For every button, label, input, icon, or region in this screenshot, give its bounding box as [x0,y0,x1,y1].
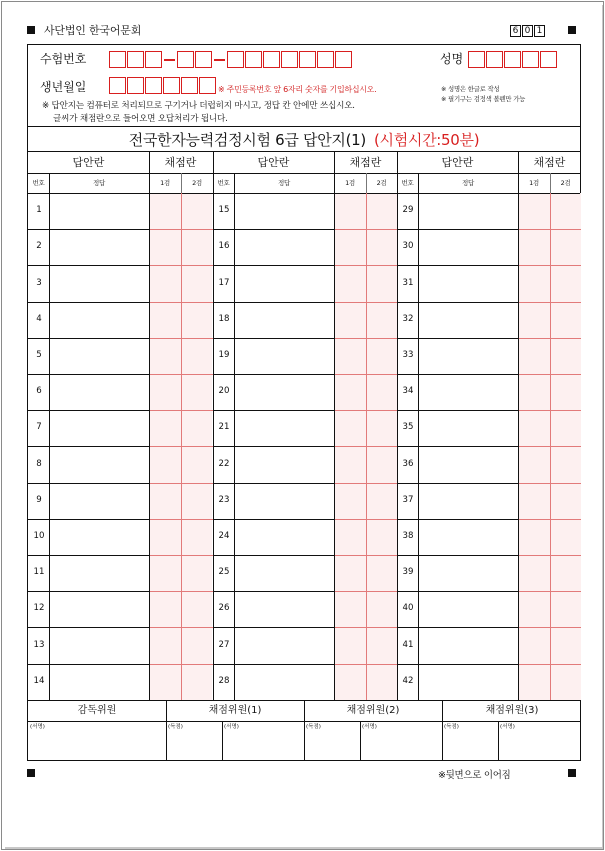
grading-sub-divider [366,173,367,193]
grading-sub-divider [366,193,367,700]
question-number: 6 [36,386,42,396]
question-number: 8 [36,459,42,469]
column-divider [334,152,335,700]
answer-subheader: 정답 [278,179,290,187]
exam-number-label: 수험번호 [40,52,87,66]
answer-cell[interactable] [419,447,517,481]
birth-date-field[interactable] [109,77,217,94]
exam-number-field[interactable] [109,51,353,68]
answer-cell[interactable] [50,411,148,445]
question-number: 35 [402,422,414,432]
name-note-pen: ※ 필기구는 검정색 볼펜만 가능 [441,95,526,103]
number-subheader: 번호 [401,179,414,187]
name-label: 성명 [440,52,464,66]
answer-sheet-title [27,126,581,152]
question-number: 16 [218,241,230,251]
question-number: 17 [218,278,230,288]
name-box[interactable] [486,51,503,68]
exam-number-box[interactable] [195,51,212,68]
answer-cell[interactable] [235,266,333,300]
answer-cell[interactable] [419,266,517,300]
instruction-line: 글씨가 채점란으로 들어오면 오답처리가 됩니다. [53,114,228,124]
question-number: 14 [33,676,45,686]
birth-date-label: 생년월일 [40,80,87,94]
answer-cell[interactable] [50,592,148,626]
dash-separator [214,59,225,61]
question-number: 19 [218,350,230,360]
registration-mark-bottom-right [568,769,576,777]
answer-header-1: 답안란 [72,156,105,169]
answer-subheader: 정답 [462,179,474,187]
header-divider [28,173,580,174]
answer-cell[interactable] [235,230,333,264]
registration-mark-bottom-left [27,769,35,777]
question-number: 40 [402,603,414,613]
question-number: 22 [218,459,230,469]
exam-number-box[interactable] [227,51,244,68]
answer-cell[interactable] [235,556,333,590]
birth-date-box[interactable] [109,77,126,94]
exam-number-box[interactable] [145,51,162,68]
answer-header-3: 답안란 [441,156,474,169]
question-number: 1 [36,205,42,215]
answer-cell[interactable] [50,230,148,264]
question-number: 36 [402,459,414,469]
signature-divider [360,721,361,760]
birth-date-box[interactable] [199,77,216,94]
answer-cell[interactable] [50,303,148,337]
grader2-label: 채점위원(2) [346,705,400,716]
registration-mark-top-right [568,26,576,34]
answer-cell[interactable] [419,411,517,445]
title-text: 전국한자능력검정시험 6급 답안지(1) [128,130,366,149]
grader3-score-label: (득점) [444,724,459,730]
answer-cell[interactable] [235,520,333,554]
question-number: 9 [36,495,42,505]
signature-divider [498,721,499,760]
question-number: 26 [218,603,230,613]
grading-header-3: 채점란 [533,156,566,169]
answer-cell[interactable] [235,194,333,228]
instruction-line: ※ 답안지는 컴퓨터로 처리되므로 구기거나 더럽히지 마시고, 정답 칸 안에만 쓰십시오. [42,101,355,111]
answer-cell[interactable] [235,411,333,445]
grading-header-1: 채점란 [164,156,197,169]
name-field[interactable] [468,51,558,68]
answer-cell[interactable] [235,303,333,337]
question-number: 42 [402,676,414,686]
question-number: 37 [402,495,414,505]
answer-cell[interactable] [419,303,517,337]
answer-cell[interactable] [50,339,148,373]
name-box[interactable] [468,51,485,68]
continue-note: ※뒷면으로 이어짐 [438,770,511,781]
grader2-score-label: (득점) [306,724,321,730]
exam-number-box[interactable] [263,51,280,68]
exam-number-box[interactable] [245,51,262,68]
question-number: 31 [402,278,414,288]
supervisor-sign-label: (서명) [30,724,45,730]
grade1-subheader: 1검 [529,179,539,187]
grader1-label: 채점위원(1) [208,705,262,716]
form-code [510,25,546,37]
name-box[interactable] [540,51,557,68]
grading-sub-divider [181,193,182,700]
answer-cell[interactable] [419,628,517,662]
answer-cell[interactable] [419,592,517,626]
birth-date-note: ※ 주민등록번호 앞 6자리 숫자를 기입하십시오. [218,85,377,94]
answer-cell[interactable] [235,665,333,699]
exam-number-box[interactable] [281,51,298,68]
answer-cell[interactable] [419,520,517,554]
question-number: 7 [36,422,42,432]
name-note-hangul: ※ 성명은 한글로 작성 [441,85,500,93]
question-number: 21 [218,422,230,432]
grader3-sign-label: (서명) [500,724,515,730]
dash-separator [164,59,175,61]
grader2-sign-label: (서명) [362,724,377,730]
question-number: 29 [402,205,414,215]
registration-mark-top-left [27,26,35,34]
grading-header-2: 채점란 [349,156,382,169]
answer-cell[interactable] [235,628,333,662]
number-subheader: 번호 [32,179,45,187]
exam-number-box[interactable] [177,51,194,68]
exam-number-box[interactable] [299,51,316,68]
question-number: 4 [36,314,42,324]
question-number: 12 [33,603,45,613]
answer-cell[interactable] [419,194,517,228]
answer-cell[interactable] [235,447,333,481]
question-number: 27 [218,640,230,650]
exam-number-box[interactable] [109,51,126,68]
answer-cell[interactable] [50,665,148,699]
birth-date-box[interactable] [181,77,198,94]
grade2-subheader: 2검 [192,179,202,187]
answer-cell[interactable] [419,556,517,590]
signature-section [27,701,581,761]
grader1-score-label: (득점) [168,724,183,730]
exam-time: (시험시간:50분) [373,130,480,149]
answer-cell[interactable] [50,520,148,554]
name-box[interactable] [522,51,539,68]
answer-cell[interactable] [50,375,148,409]
question-number: 38 [402,531,414,541]
answer-cell[interactable] [50,266,148,300]
answer-header-2: 답안란 [257,156,290,169]
question-number: 3 [36,278,42,288]
column-divider [149,152,150,700]
number-subheader: 번호 [217,179,230,187]
exam-number-box[interactable] [335,51,352,68]
question-number: 23 [218,495,230,505]
question-number: 34 [402,386,414,396]
answer-grid [27,152,581,701]
answer-cell[interactable] [235,592,333,626]
grader3-label: 채점위원(3) [485,705,539,716]
question-number: 32 [402,314,414,324]
grading-sub-divider [550,193,551,700]
answer-cell[interactable] [419,375,517,409]
question-number: 28 [218,676,230,686]
answer-subheader: 정답 [93,179,105,187]
question-number: 5 [36,350,42,360]
answer-cell[interactable] [419,339,517,373]
exam-number-box[interactable] [317,51,334,68]
answer-cell[interactable] [50,447,148,481]
form-code-digit: 0 [522,25,533,37]
answer-cell[interactable] [235,484,333,518]
grading-sub-divider [181,173,182,193]
supervisor-label: 감독위원 [77,705,117,716]
answer-cell[interactable] [50,628,148,662]
exam-number-box[interactable] [127,51,144,68]
question-number: 33 [402,350,414,360]
birth-date-box[interactable] [127,77,144,94]
question-number: 2 [36,241,42,251]
question-number: 11 [33,567,45,577]
grading-sub-divider [550,173,551,193]
question-number: 39 [402,567,414,577]
question-number: 25 [218,567,230,577]
question-number: 30 [402,241,414,251]
answer-cell[interactable] [235,339,333,373]
organization-name: 사단법인 한국어문회 [44,24,142,37]
question-number: 41 [402,640,414,650]
question-number: 13 [33,640,45,650]
question-number: 15 [218,205,230,215]
answer-cell[interactable] [419,230,517,264]
grade1-subheader: 1검 [345,179,355,187]
answer-cell[interactable] [419,665,517,699]
question-number: 18 [218,314,230,324]
birth-date-box[interactable] [145,77,162,94]
answer-cell[interactable] [50,556,148,590]
question-number: 24 [218,531,230,541]
grade1-subheader: 1검 [160,179,170,187]
grade2-subheader: 2검 [560,179,571,187]
answer-cell[interactable] [50,194,148,228]
answer-cell[interactable] [50,484,148,518]
column-divider [518,152,519,700]
answer-cell[interactable] [419,484,517,518]
grader1-sign-label: (서명) [224,724,239,730]
question-number: 20 [218,386,230,396]
birth-date-box[interactable] [163,77,180,94]
instructions [42,100,355,126]
name-box[interactable] [504,51,521,68]
grade2-subheader: 2검 [376,179,387,187]
signature-divider [222,721,223,760]
form-code-digit: 1 [534,25,545,37]
answer-cell[interactable] [235,375,333,409]
form-code-digit: 6 [510,25,521,37]
question-number: 10 [33,531,45,541]
